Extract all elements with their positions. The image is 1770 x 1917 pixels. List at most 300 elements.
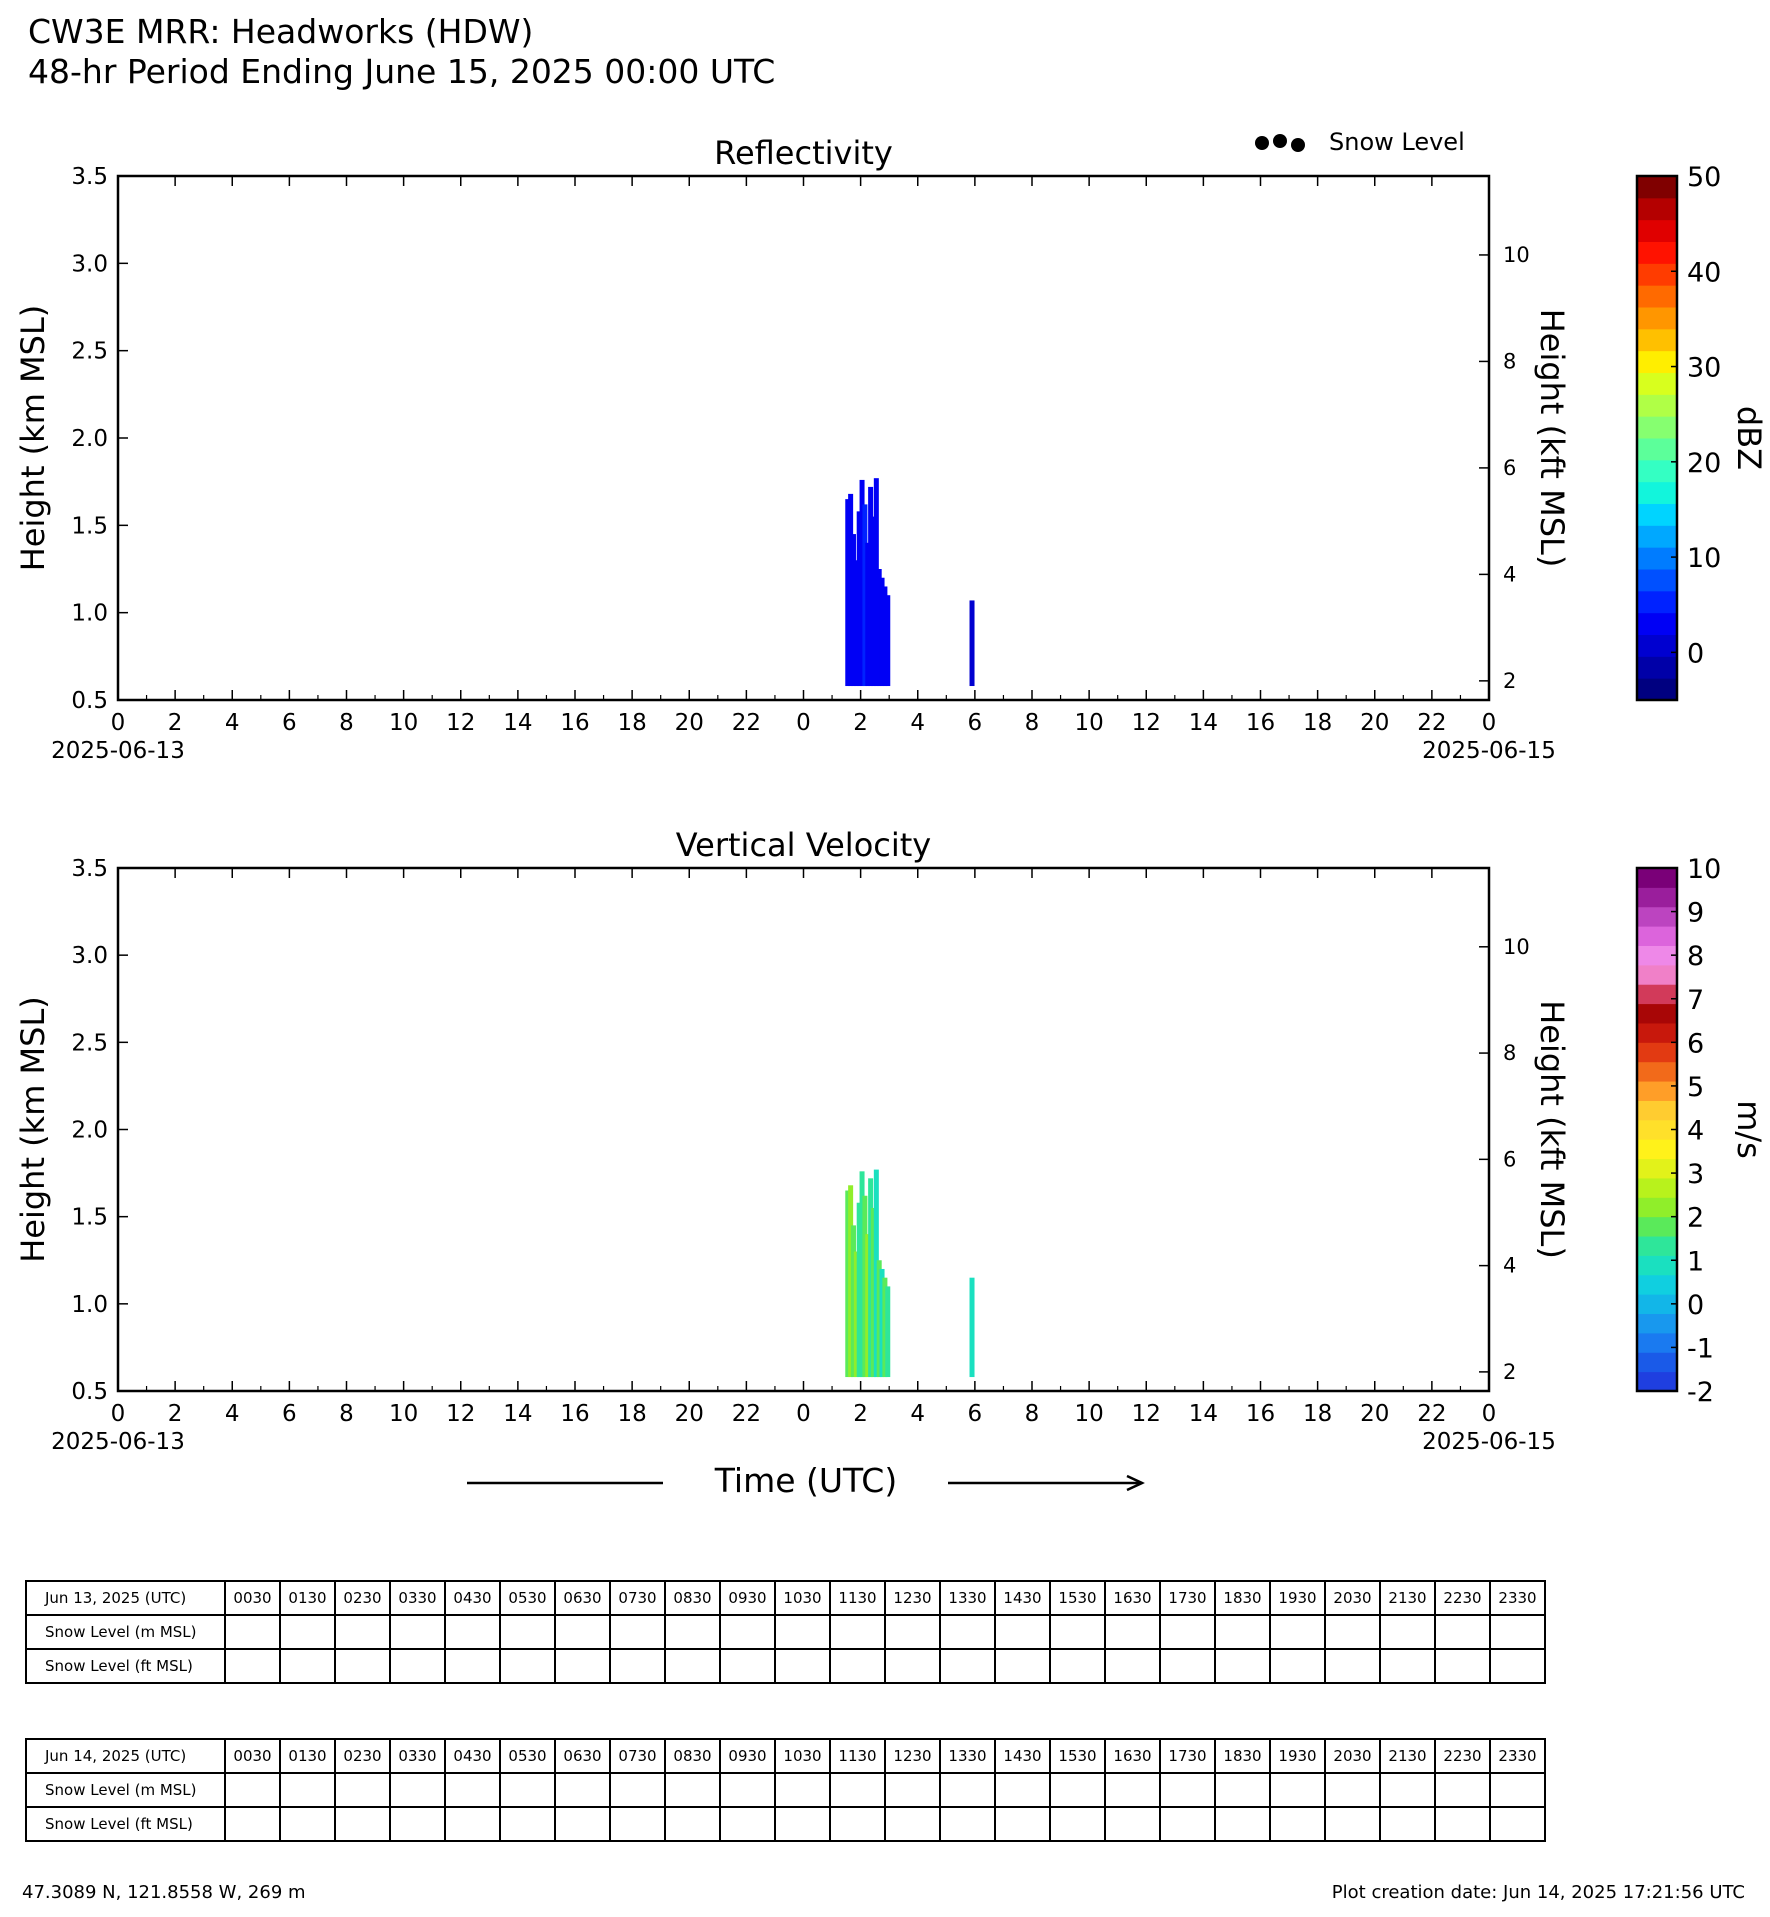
colorbar-swatch — [1637, 1100, 1677, 1120]
x-tick-label: 6 — [282, 710, 297, 736]
table-time-cell: 0830 — [665, 1739, 720, 1773]
table-cell — [335, 1615, 390, 1649]
table-cell — [940, 1773, 995, 1807]
table-cell — [1215, 1773, 1270, 1807]
table-time-cell: 2230 — [1435, 1581, 1490, 1615]
y-tick-label: 1.0 — [71, 600, 108, 627]
table-time-cell: 1430 — [995, 1739, 1050, 1773]
table-row-label: Snow Level (m MSL) — [26, 1773, 225, 1807]
table-time-cell: 0330 — [390, 1581, 445, 1615]
colorbar-tick-label: 2 — [1687, 1202, 1705, 1234]
y-tick-label: 2.0 — [71, 1117, 108, 1144]
table-cell — [1215, 1615, 1270, 1649]
table-row — [26, 1615, 1545, 1649]
y-right-tick-label: 4 — [1503, 1253, 1517, 1278]
colorbar-swatch — [1637, 1352, 1677, 1372]
table-cell — [1050, 1807, 1105, 1841]
table-time-cell: 0430 — [445, 1739, 500, 1773]
colorbar-tick-label: 8 — [1687, 941, 1705, 973]
table-time-cell: 2130 — [1380, 1581, 1435, 1615]
table-time-cell: 2230 — [1435, 1739, 1490, 1773]
reflectivity-ylabel-right: Height (kft MSL) — [1533, 308, 1571, 568]
table-cell — [1160, 1773, 1215, 1807]
table-cell — [335, 1773, 390, 1807]
table-cell — [1215, 1807, 1270, 1841]
table-cell — [225, 1807, 280, 1841]
table-time-cell: 0830 — [665, 1581, 720, 1615]
table-cell — [445, 1807, 500, 1841]
time-axis-label: Time (UTC) — [714, 1461, 898, 1500]
table-time-cell: 0630 — [555, 1581, 610, 1615]
table-time-cell: 1230 — [885, 1581, 940, 1615]
table-cell — [335, 1649, 390, 1683]
colorbar-swatch — [1637, 176, 1677, 198]
colorbar-swatch — [1637, 263, 1677, 285]
table-cell — [610, 1649, 665, 1683]
table-row — [26, 1649, 1545, 1683]
colorbar-swatch — [1637, 1314, 1677, 1334]
table-row-label: Snow Level (ft MSL) — [26, 1649, 225, 1683]
colorbar-tick-label: -2 — [1687, 1377, 1714, 1408]
y-tick-label: 3.0 — [71, 943, 108, 970]
snow-level-marker — [1291, 138, 1305, 152]
x-tick-label: 20 — [1360, 710, 1390, 736]
colorbar-swatch — [1637, 373, 1677, 395]
table-cell — [885, 1615, 940, 1649]
table-cell — [775, 1649, 830, 1683]
reflectivity-colorbar-label: dBZ — [1730, 405, 1768, 471]
table-time-cell: 0430 — [445, 1581, 500, 1615]
table-cell — [1160, 1649, 1215, 1683]
colorbar-swatch — [1637, 1159, 1677, 1179]
table-cell — [720, 1773, 775, 1807]
table-cell — [775, 1773, 830, 1807]
x-tick-label: 4 — [224, 1401, 240, 1427]
colorbar-swatch — [1637, 656, 1677, 678]
table-cell — [1380, 1649, 1435, 1683]
colorbar-tick-label: 30 — [1687, 352, 1722, 384]
colorbar-swatch — [1637, 438, 1677, 460]
table-time-cell: 0730 — [610, 1739, 665, 1773]
colorbar-swatch — [1637, 907, 1677, 927]
table-cell — [555, 1773, 610, 1807]
title-line-1: CW3E MRR: Headworks (HDW) — [28, 12, 534, 51]
table-cell — [1435, 1615, 1490, 1649]
table-cell — [500, 1615, 555, 1649]
table-cell — [1050, 1773, 1105, 1807]
x-tick-label: 10 — [1074, 1401, 1104, 1427]
x-tick-label: 2 — [167, 710, 183, 736]
snow-level-table-jun14 — [25, 1738, 1546, 1842]
colorbar-swatch — [1637, 220, 1677, 242]
colorbar-tick-label: 1 — [1687, 1246, 1705, 1278]
table-time-cell: 1830 — [1215, 1581, 1270, 1615]
x-tick-label: 12 — [446, 710, 476, 736]
colorbar-swatch — [1637, 1217, 1677, 1237]
table-header-row — [26, 1581, 1545, 1615]
table-cell — [225, 1773, 280, 1807]
table-time-cell: 0630 — [555, 1739, 610, 1773]
colorbar-tick-label: 10 — [1687, 854, 1722, 885]
table-time-cell: 1830 — [1215, 1739, 1270, 1773]
table-cell — [280, 1773, 335, 1807]
y-tick-label: 3.0 — [71, 251, 108, 278]
table-cell — [1380, 1807, 1435, 1841]
table-time-cell: 0130 — [280, 1581, 335, 1615]
table-date-cell: Jun 14, 2025 (UTC) — [26, 1739, 225, 1773]
table-header-row — [26, 1739, 1545, 1773]
colorbar-tick-label: 0 — [1687, 1289, 1705, 1321]
colorbar-swatch — [1637, 198, 1677, 220]
table-cell — [1270, 1773, 1325, 1807]
x-tick-label: 8 — [1024, 1401, 1040, 1427]
table-row — [26, 1807, 1545, 1841]
table-time-cell: 1330 — [940, 1739, 995, 1773]
table-cell — [280, 1615, 335, 1649]
y-right-tick-label: 2 — [1503, 1359, 1517, 1384]
y-tick-label: 2.5 — [71, 1030, 108, 1057]
x-tick-label: 20 — [674, 1401, 704, 1427]
reflectivity-plot-frame — [118, 176, 1489, 700]
snow-level-table-jun13 — [25, 1580, 1546, 1684]
table-cell — [280, 1649, 335, 1683]
colorbar-swatch — [1637, 285, 1677, 307]
table-cell — [280, 1807, 335, 1841]
table-cell — [335, 1807, 390, 1841]
y-tick-label: 1.5 — [71, 1204, 108, 1231]
station-location: 47.3089 N, 121.8558 W, 269 m — [22, 1882, 306, 1903]
table-cell — [555, 1649, 610, 1683]
x-tick-label: 4 — [910, 1401, 926, 1427]
colorbar-swatch — [1637, 569, 1677, 591]
table-row-label: Snow Level (ft MSL) — [26, 1807, 225, 1841]
colorbar-swatch — [1637, 329, 1677, 351]
x-tick-label: 10 — [388, 1401, 419, 1427]
table-cell — [500, 1649, 555, 1683]
table-time-cell: 1630 — [1105, 1739, 1160, 1773]
y-tick-label: 1.0 — [71, 1291, 108, 1318]
table-cell — [775, 1615, 830, 1649]
table-cell — [1270, 1649, 1325, 1683]
x-tick-label: 0 — [110, 710, 126, 736]
table-cell — [1050, 1615, 1105, 1649]
table-cell — [940, 1807, 995, 1841]
plot-creation-date: Plot creation date: Jun 14, 2025 17:21:56 UTC — [1331, 1882, 1745, 1903]
colorbar-swatch — [1637, 1042, 1677, 1062]
table-cell — [1435, 1649, 1490, 1683]
table-time-cell: 0530 — [500, 1581, 555, 1615]
colorbar-swatch — [1637, 416, 1677, 438]
snow-level-marker — [1255, 136, 1269, 150]
x-tick-label: 2 — [853, 710, 868, 736]
end-date-label: 2025-06-15 — [1422, 738, 1556, 764]
y-right-tick-label: 6 — [1503, 1147, 1517, 1172]
table-cell — [390, 1773, 445, 1807]
table-time-cell: 0230 — [335, 1581, 390, 1615]
table-cell — [775, 1807, 830, 1841]
reflectivity-title: Reflectivity — [714, 134, 893, 172]
colorbar-tick-label: 7 — [1687, 984, 1705, 1016]
x-tick-label: 12 — [1131, 710, 1161, 736]
x-tick-label: 10 — [388, 710, 419, 736]
colorbar-swatch — [1637, 1255, 1677, 1275]
table-time-cell: 0930 — [720, 1739, 775, 1773]
table-cell — [885, 1649, 940, 1683]
table-cell — [555, 1807, 610, 1841]
table-time-cell: 1130 — [830, 1581, 885, 1615]
colorbar-swatch — [1637, 984, 1677, 1004]
table-cell — [500, 1807, 555, 1841]
table-cell — [1380, 1773, 1435, 1807]
table-cell — [1160, 1807, 1215, 1841]
table-cell — [555, 1615, 610, 1649]
table-cell — [665, 1615, 720, 1649]
y-tick-label: 2.5 — [71, 338, 108, 365]
table-cell — [610, 1773, 665, 1807]
vertical-velocity-panel — [14, 826, 1768, 1455]
table-time-cell: 1730 — [1160, 1581, 1215, 1615]
x-tick-label: 0 — [110, 1401, 126, 1427]
x-tick-label: 20 — [1360, 1401, 1390, 1427]
table-cell — [1490, 1615, 1545, 1649]
table-cell — [610, 1615, 665, 1649]
colorbar-tick-label: 50 — [1687, 162, 1722, 193]
x-tick-label: 16 — [560, 710, 590, 736]
colorbar-swatch — [1637, 242, 1677, 264]
table-time-cell: 0230 — [335, 1739, 390, 1773]
y-right-tick-label: 6 — [1503, 455, 1517, 480]
table-cell — [995, 1807, 1050, 1841]
table-time-cell: 2030 — [1325, 1739, 1380, 1773]
table-cell — [1490, 1649, 1545, 1683]
table-time-cell: 0930 — [720, 1581, 775, 1615]
colorbar-swatch — [1637, 1372, 1677, 1392]
x-tick-label: 14 — [503, 1401, 533, 1427]
table-cell — [390, 1807, 445, 1841]
table-cell — [1325, 1649, 1380, 1683]
table-time-cell: 0530 — [500, 1739, 555, 1773]
vertical-velocity-echo — [885, 1286, 890, 1377]
colorbar-swatch — [1637, 460, 1677, 482]
colorbar-swatch — [1637, 547, 1677, 569]
x-tick-label: 14 — [1188, 710, 1219, 736]
table-cell — [1490, 1773, 1545, 1807]
x-tick-label: 4 — [224, 710, 240, 736]
table-cell — [720, 1807, 775, 1841]
table-cell — [1325, 1615, 1380, 1649]
x-tick-label: 18 — [1302, 1401, 1333, 1427]
table-time-cell: 1630 — [1105, 1581, 1160, 1615]
colorbar-swatch — [1637, 1236, 1677, 1256]
y-tick-label: 2.0 — [71, 426, 108, 452]
table-cell — [665, 1807, 720, 1841]
snow-level-marker — [1273, 134, 1287, 148]
table-time-cell: 2330 — [1490, 1581, 1545, 1615]
x-tick-label: 14 — [503, 710, 533, 736]
table-cell — [225, 1615, 280, 1649]
x-tick-label: 8 — [1024, 710, 1040, 736]
table-time-cell: 0030 — [225, 1581, 280, 1615]
table-time-cell: 1030 — [775, 1739, 830, 1773]
y-tick-label: 1.5 — [71, 513, 108, 540]
table-cell — [500, 1773, 555, 1807]
vertical-velocity-colorbar-label: m/s — [1730, 1100, 1768, 1159]
table-cell — [720, 1649, 775, 1683]
colorbar-swatch — [1637, 1139, 1677, 1159]
table-cell — [940, 1615, 995, 1649]
table-cell — [1215, 1649, 1270, 1683]
table-time-cell: 1930 — [1270, 1739, 1325, 1773]
colorbar-swatch — [1637, 525, 1677, 547]
x-tick-label: 14 — [1188, 1401, 1219, 1427]
x-tick-label: 12 — [446, 1401, 476, 1427]
x-tick-label: 22 — [1417, 1401, 1447, 1427]
table-time-cell: 1330 — [940, 1581, 995, 1615]
x-tick-label: 0 — [1481, 1401, 1497, 1427]
table-cell — [225, 1649, 280, 1683]
colorbar-tick-label: -1 — [1687, 1333, 1714, 1365]
table-cell — [1105, 1615, 1160, 1649]
x-tick-label: 0 — [796, 710, 811, 736]
table-cell — [1160, 1615, 1215, 1649]
x-tick-label: 6 — [967, 710, 983, 736]
x-tick-label: 22 — [731, 1401, 762, 1427]
table-row-label: Snow Level (m MSL) — [26, 1615, 225, 1649]
colorbar-swatch — [1637, 635, 1677, 657]
table-time-cell: 1930 — [1270, 1581, 1325, 1615]
colorbar-swatch — [1637, 504, 1677, 526]
colorbar-tick-label: 4 — [1687, 1115, 1705, 1147]
y-tick-label: 0.5 — [71, 1379, 108, 1405]
table-time-cell: 1730 — [1160, 1739, 1215, 1773]
x-tick-label: 4 — [910, 710, 926, 736]
table-time-cell: 1530 — [1050, 1739, 1105, 1773]
y-right-tick-label: 8 — [1503, 1041, 1517, 1066]
table-time-cell: 1230 — [885, 1739, 940, 1773]
table-cell — [995, 1615, 1050, 1649]
x-tick-label: 18 — [617, 710, 647, 736]
table-cell — [885, 1807, 940, 1841]
x-tick-label: 16 — [560, 1401, 590, 1427]
table-time-cell: 0030 — [225, 1739, 280, 1773]
x-tick-label: 10 — [1074, 710, 1104, 736]
vertical-velocity-ylabel-right: Height (kft MSL) — [1533, 1000, 1571, 1259]
x-tick-label: 16 — [1245, 710, 1276, 736]
table-cell — [445, 1649, 500, 1683]
reflectivity-ylabel: Height (km MSL) — [14, 304, 52, 572]
table-time-cell: 1030 — [775, 1581, 830, 1615]
table-time-cell: 1430 — [995, 1581, 1050, 1615]
reflectivity-echo — [885, 595, 890, 686]
colorbar-tick-label: 0 — [1687, 638, 1705, 670]
colorbar-swatch — [1637, 351, 1677, 373]
table-cell — [1270, 1807, 1325, 1841]
colorbar-tick-label: 3 — [1687, 1159, 1705, 1191]
y-right-tick-label: 10 — [1503, 242, 1530, 267]
table-cell — [1105, 1773, 1160, 1807]
table-cell — [720, 1615, 775, 1649]
colorbar-swatch — [1637, 1333, 1677, 1353]
start-date-label: 2025-06-13 — [51, 738, 185, 764]
x-tick-label: 22 — [731, 710, 762, 736]
reflectivity-panel — [14, 134, 1768, 764]
x-tick-label: 16 — [1245, 1401, 1276, 1427]
colorbar-swatch — [1637, 307, 1677, 329]
time-axis-label-group — [467, 1461, 1142, 1500]
x-tick-label: 20 — [674, 710, 704, 736]
table-time-cell: 1530 — [1050, 1581, 1105, 1615]
colorbar-swatch — [1637, 887, 1677, 907]
x-tick-label: 0 — [796, 1401, 811, 1427]
reflectivity-echo — [970, 600, 975, 686]
table-cell — [445, 1615, 500, 1649]
x-tick-label: 0 — [1481, 710, 1497, 736]
table-cell — [1435, 1773, 1490, 1807]
x-tick-label: 8 — [339, 710, 354, 736]
colorbar-swatch — [1637, 482, 1677, 504]
table-cell — [1490, 1807, 1545, 1841]
x-tick-label: 8 — [339, 1401, 354, 1427]
colorbar-swatch — [1637, 1275, 1677, 1295]
x-tick-label: 12 — [1131, 1401, 1161, 1427]
title-line-2: 48-hr Period Ending June 15, 2025 00:00 UTC — [28, 52, 776, 91]
table-cell — [610, 1807, 665, 1841]
x-tick-label: 2 — [167, 1401, 183, 1427]
colorbar-swatch — [1637, 1178, 1677, 1198]
vertical-velocity-echo — [970, 1278, 975, 1377]
colorbar-tick-label: 40 — [1687, 257, 1722, 289]
colorbar-swatch — [1637, 678, 1677, 700]
table-cell — [830, 1773, 885, 1807]
colorbar-tick-label: 6 — [1687, 1028, 1705, 1060]
colorbar-swatch — [1637, 1081, 1677, 1101]
vertical-velocity-plot-frame — [118, 868, 1489, 1391]
table-cell — [390, 1649, 445, 1683]
table-cell — [1270, 1615, 1325, 1649]
vertical-velocity-title: Vertical Velocity — [675, 826, 932, 864]
start-date-label: 2025-06-13 — [51, 1429, 185, 1455]
table-time-cell: 2130 — [1380, 1739, 1435, 1773]
x-tick-label: 18 — [617, 1401, 647, 1427]
y-right-tick-label: 2 — [1503, 668, 1517, 693]
table-cell — [995, 1773, 1050, 1807]
y-right-tick-label: 8 — [1503, 349, 1517, 374]
x-tick-label: 18 — [1302, 710, 1333, 736]
colorbar-swatch — [1637, 394, 1677, 416]
table-cell — [1380, 1615, 1435, 1649]
colorbar-swatch — [1637, 1004, 1677, 1024]
table-time-cell: 0730 — [610, 1581, 665, 1615]
colorbar-swatch — [1637, 1197, 1677, 1217]
table-time-cell: 2330 — [1490, 1739, 1545, 1773]
table-cell — [445, 1773, 500, 1807]
colorbar-tick-label: 20 — [1687, 447, 1722, 479]
table-cell — [885, 1773, 940, 1807]
colorbar-tick-label: 10 — [1687, 543, 1722, 575]
colorbar-swatch — [1637, 591, 1677, 613]
table-time-cell: 0130 — [280, 1739, 335, 1773]
colorbar-swatch — [1637, 926, 1677, 946]
y-tick-label: 0.5 — [71, 688, 108, 714]
table-cell — [1325, 1807, 1380, 1841]
y-right-tick-label: 10 — [1503, 934, 1530, 959]
x-tick-label: 6 — [282, 1401, 297, 1427]
y-right-tick-label: 4 — [1503, 562, 1517, 587]
colorbar-swatch — [1637, 868, 1677, 888]
table-cell — [1050, 1649, 1105, 1683]
colorbar-swatch — [1637, 965, 1677, 985]
colorbar-tick-label: 9 — [1687, 897, 1705, 929]
